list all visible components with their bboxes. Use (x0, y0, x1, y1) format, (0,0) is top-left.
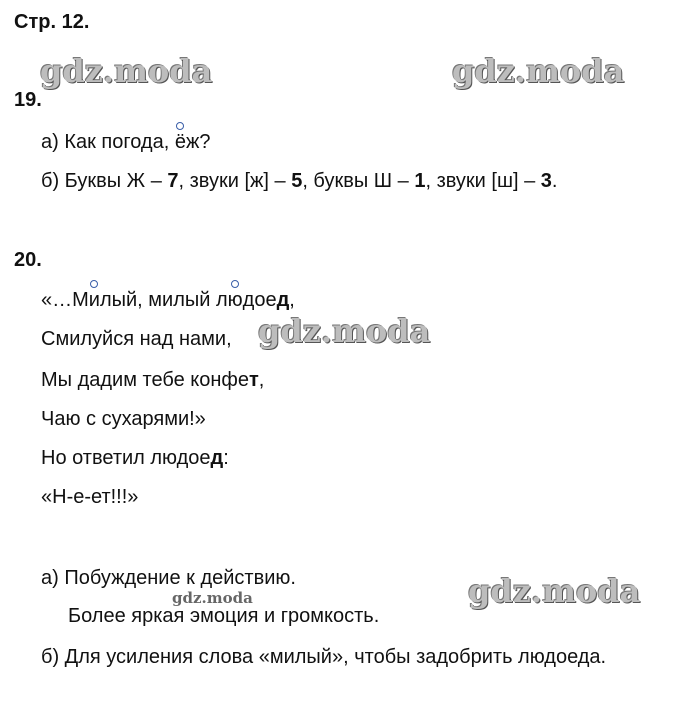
watermark: gdz.moda (452, 52, 625, 90)
stress-mark: ю (227, 289, 243, 311)
task-20-number: 20. (14, 249, 42, 271)
poem-line-3: Мы дадим тебе конфет, (41, 369, 265, 391)
watermark: gdz.moda (172, 589, 253, 607)
poem-line-1: «…Милый, милый людоед, (41, 289, 295, 311)
poem-line-5: Но ответил людоед: (41, 447, 229, 469)
task-19-number: 19. (14, 89, 42, 111)
page-heading: Стр. 12. (14, 11, 90, 33)
poem-line-6: «Н-е-ет!!!» (41, 486, 139, 508)
poem-line-4: Чаю с сухарями!» (41, 408, 206, 430)
stress-mark: и (88, 289, 100, 311)
task-20-answer-a-1: а) Побуждение к действию. (41, 567, 296, 589)
watermark: gdz.moda (40, 52, 213, 90)
task-19-answer-b: б) Буквы Ж – 7, звуки [ж] – 5, буквы Ш – 1, звуки [ш] – 3. (41, 170, 558, 192)
stress-mark: ё (174, 131, 186, 153)
poem-line-2: Смилуйся над нами, (41, 328, 232, 350)
task-20-answer-b: б) Для усиления слова «милый», чтобы задобрить людоеда. (41, 646, 607, 668)
watermark: gdz.moda (468, 572, 641, 610)
task-19-answer-a: а) Как погода, ёж? (41, 131, 211, 153)
task-20-answer-a-2: Более яркая эмоция и громкость. (68, 605, 380, 627)
watermark: gdz.moda (258, 312, 431, 350)
